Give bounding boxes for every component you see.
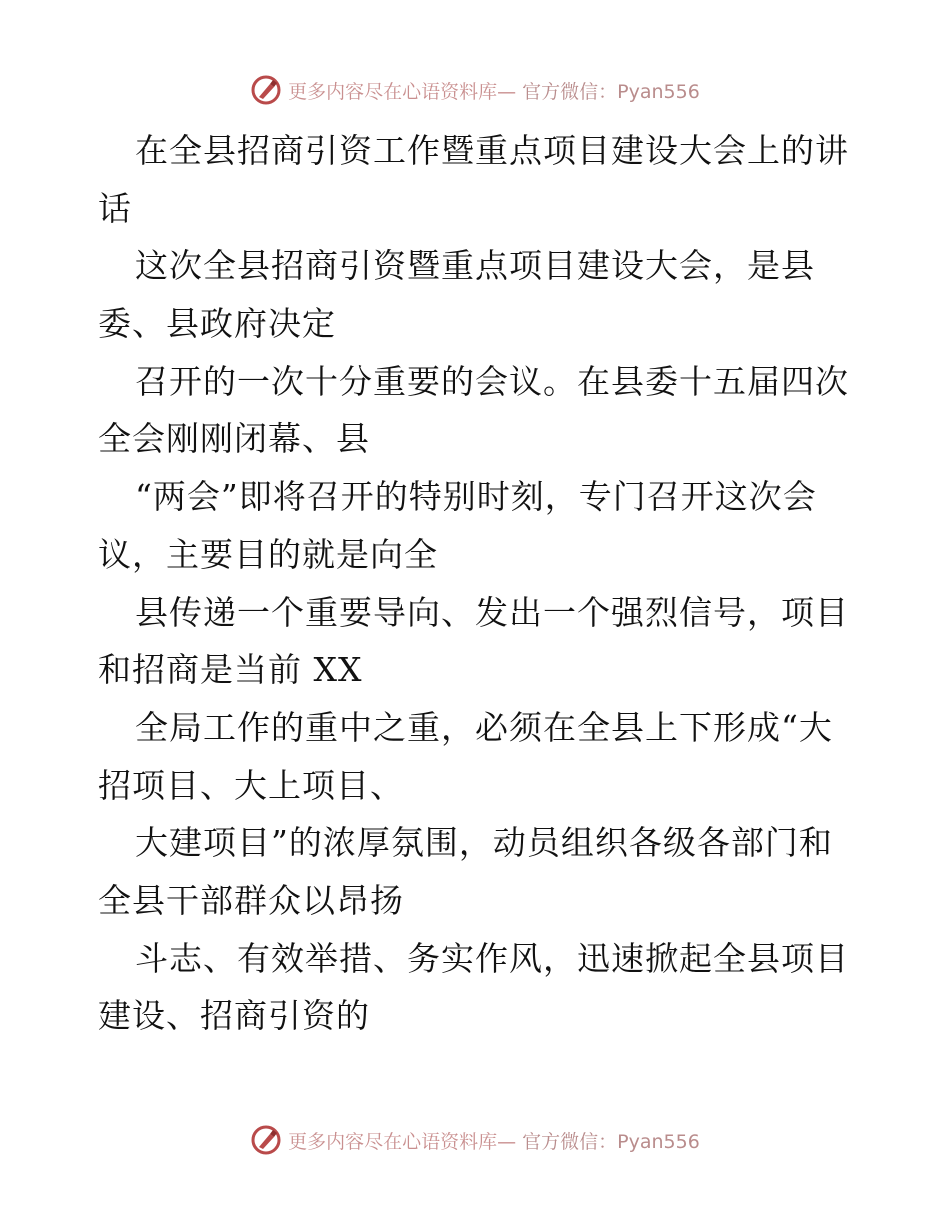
watermark-wechat: 官方微信：Pyan556: [522, 1130, 700, 1153]
watermark-text: 更多内容尽在心语资料库—: [288, 80, 517, 103]
text-line: 这次全县招商引资暨重点项目建设大会，是县: [135, 246, 815, 286]
header-watermark: [0, 70, 950, 110]
text-line: 斗志、有效举措、务实作风，迅速掀起全县项目: [135, 938, 849, 978]
pen-logo-icon: [250, 74, 282, 106]
text-line: 全会刚刚闭幕、县: [98, 419, 370, 459]
text-line: 召开的一次十分重要的会议。在县委十五届四次: [135, 361, 849, 401]
text-line: 县传递一个重要导向、发出一个强烈信号，项目: [135, 592, 849, 632]
text-line: 建设、招商引资的: [98, 996, 370, 1036]
text-line: “两会”即将召开的特别时刻，专门召开这次会: [135, 477, 817, 517]
text-line: 委、县政府决定: [98, 304, 336, 344]
watermark-wechat: 官方微信：Pyan556: [522, 80, 700, 103]
text-line: 在全县招商引资工作暨重点项目建设大会上的讲: [135, 131, 849, 170]
text-line: 和招商是当前 XX: [98, 650, 363, 690]
pen-logo-icon: [250, 1124, 282, 1156]
watermark-text: 更多内容尽在心语资料库—: [288, 1130, 517, 1153]
footer-watermark: [0, 1120, 950, 1160]
text-line: 全局工作的重中之重，必须在全县上下形成“大: [135, 707, 833, 747]
text-line: 全县干部群众以昂扬: [98, 880, 404, 920]
text-line: 大建项目”的浓厚氛围，动员组织各级各部门和: [135, 823, 833, 863]
text-line: 招项目、大上项目、: [98, 765, 404, 805]
text-line: 话: [98, 188, 132, 228]
text-line: 议，主要目的就是向全: [98, 534, 438, 574]
document-body: [98, 122, 858, 1045]
